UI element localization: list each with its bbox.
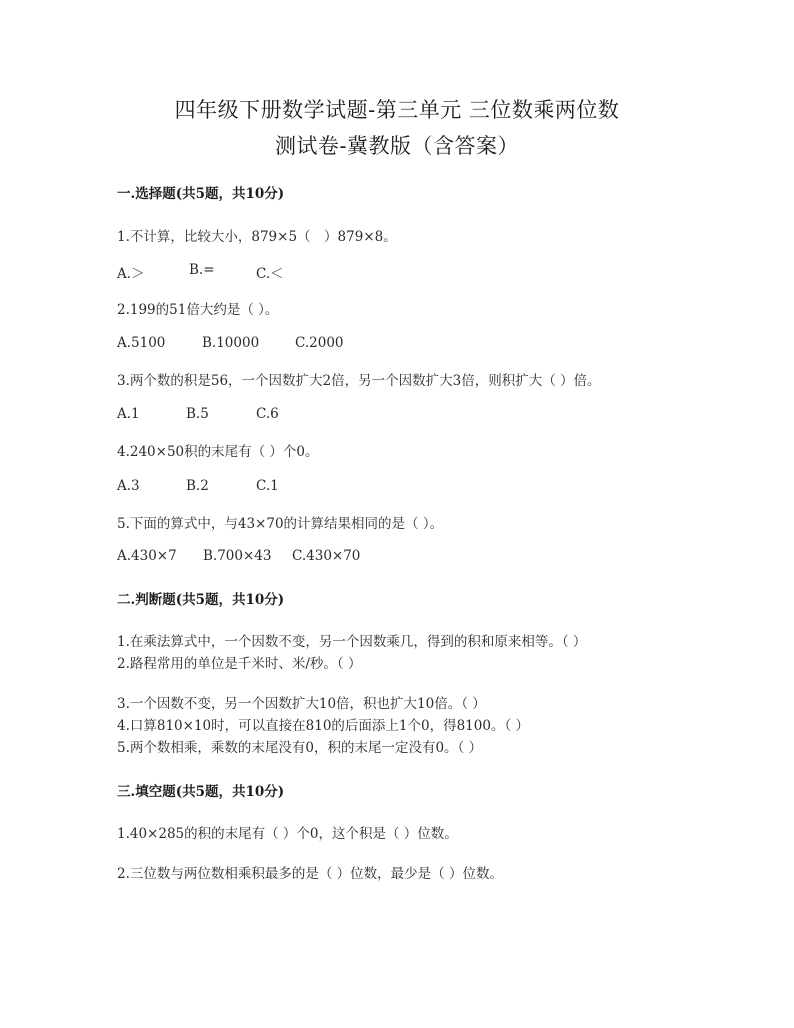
title-line-1: 四年级下册数学试题-第三单元 三位数乘两位数 [174, 98, 620, 122]
question-1-2: 2.199的51倍大约是（ ）。 [117, 302, 279, 318]
option-1-4-c: C.1 [256, 478, 279, 494]
option-1-1-a: A.＞ [117, 266, 145, 282]
option-1-1-b: B.= [189, 262, 215, 278]
section-3-heading: 三.填空题(共5题，共10分) [117, 784, 285, 800]
title-line-2: 测试卷-冀教版（含答案） [274, 134, 520, 158]
option-1-3-c: C.6 [256, 406, 279, 422]
option-1-5-a: A.430×7 [117, 548, 177, 564]
question-1-4: 4.240×50积的末尾有（ ）个0。 [117, 444, 319, 460]
option-1-2-a: A.5100 [117, 335, 166, 351]
option-1-3-a: A.1 [117, 406, 140, 422]
option-1-5-b: B.700×43 [203, 548, 272, 564]
option-1-1-c: C.＜ [256, 266, 284, 282]
question-3-1: 1.40×285的积的末尾有（ ）个0，这个积是（ ）位数。 [117, 826, 458, 842]
option-1-4-a: A.3 [117, 478, 140, 494]
option-1-2-b: B.10000 [202, 335, 260, 351]
question-1-5: 5.下面的算式中，与43×70的计算结果相同的是（ ）。 [117, 516, 444, 532]
option-1-3-b: B.5 [186, 406, 209, 422]
question-2-2: 2.路程常用的单位是千米时、米/秒。（ ） [117, 656, 362, 672]
option-1-4-b: B.2 [186, 478, 209, 494]
question-2-1: 1.在乘法算式中，一个因数不变，另一个因数乘几，得到的积和原来相等。（ ） [117, 634, 587, 650]
question-2-4: 4.口算810×10时，可以直接在810的后面添上1个0，得8100。（ ） [117, 718, 529, 734]
question-1-3: 3.两个数的积是56，一个因数扩大2倍，另一个因数扩大3倍，则积扩大（ ）倍。 [117, 373, 601, 389]
section-1-heading: 一.选择题(共5题，共10分) [117, 186, 285, 202]
question-3-2: 2.三位数与两位数相乘积最多的是（ ）位数，最少是（ ）位数。 [117, 866, 503, 882]
section-2-heading: 二.判断题(共5题，共10分) [117, 592, 285, 608]
question-2-3: 3.一个因数不变，另一个因数扩大10倍，积也扩大10倍。（ ） [117, 696, 486, 712]
option-1-2-c: C.2000 [295, 335, 344, 351]
option-1-5-c: C.430×70 [292, 548, 361, 564]
question-2-5: 5.两个数相乘，乘数的末尾没有0，积的末尾一定没有0。（ ） [117, 740, 483, 756]
question-1-1: 1.不计算，比较大小，879×5（ ）879×8。 [117, 229, 397, 245]
